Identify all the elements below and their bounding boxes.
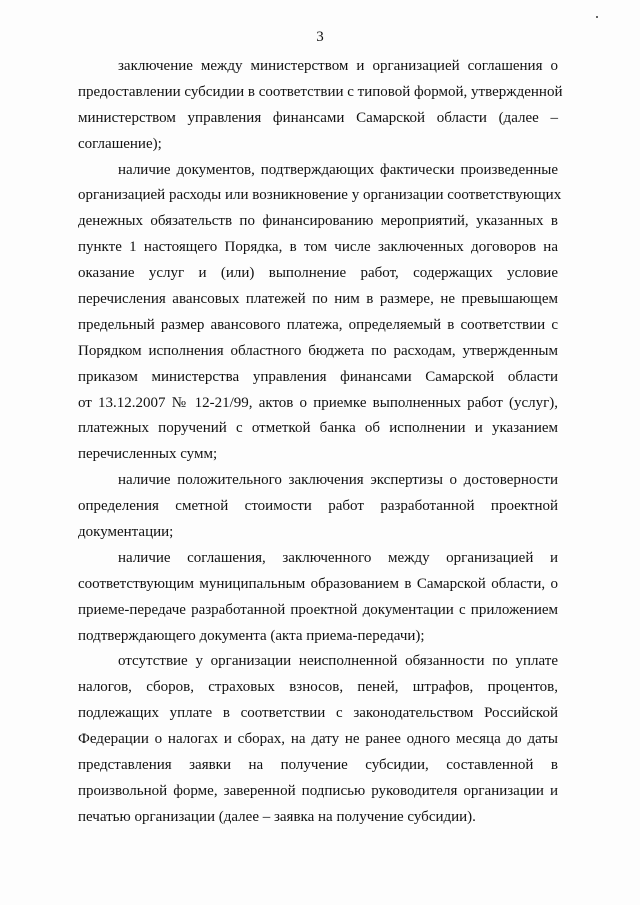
text-line: наличие соглашения, заключенного между организацией и: [118, 549, 558, 566]
text-line: наличие документов, подтверждающих фактически произведенные: [118, 161, 558, 178]
scan-speck: [596, 16, 598, 18]
text-line: перечисления авансовых платежей по ним в размере, не превышающем: [78, 291, 558, 308]
text-line: от 13.12.2007 № 12-21/99, актов о приемке выполненных работ (услуг),: [78, 394, 558, 411]
text-line: организацией расходы или возникновение у организации соответствующих: [78, 187, 562, 204]
document-body: [78, 54, 563, 831]
text-line: пункте 1 настоящего Порядка, в том числе заключенных договоров на: [78, 239, 558, 256]
text-line: печатью организации (далее – заявка на получение субсидии).: [78, 808, 476, 825]
text-line: предельный размер авансового платежа, определяемый в соответствии с: [78, 316, 558, 333]
text-line: платежных поручений с отметкой банка об исполнении и указанием: [78, 420, 558, 437]
text-line: соглашение);: [78, 135, 162, 152]
text-line: заключение между министерством и организацией соглашения о: [118, 58, 558, 74]
text-line: предоставлении субсидии в соответствии с типовой формой, утвержденной: [78, 83, 563, 100]
text-line: представления заявки на получение субсидии, составленной в: [78, 757, 558, 774]
text-line: соответствующим муниципальным образованием в Самарской области, о: [78, 575, 558, 592]
text-line: определения сметной стоимости работ разработанной проектной: [78, 498, 558, 515]
page-number: 3: [316, 29, 324, 45]
text-line: приказом министерства управления финансами Самарской области: [78, 368, 558, 385]
text-line: денежных обязательств по финансированию мероприятий, указанных в: [78, 213, 558, 230]
text-line: подтверждающего документа (акта приема-передачи);: [78, 627, 425, 644]
text-line: оказание услуг и (или) выполнение работ, содержащих условие: [78, 265, 558, 282]
text-line: налогов, сборов, страховых взносов, пеней, штрафов, процентов,: [78, 679, 558, 696]
text-line: министерством управления финансами Самарской области (далее –: [78, 109, 558, 126]
text-line: подлежащих уплате в соответствии с законодательством Российской: [78, 705, 558, 722]
text-line: документации;: [78, 524, 174, 541]
text-line: наличие положительного заключения экспертизы о достоверности: [118, 472, 558, 489]
text-line: Порядком исполнения областного бюджета по расходам, утвержденным: [78, 342, 558, 359]
text-line: Федерации о налогах и сборах, на дату не ранее одного месяца до даты: [78, 731, 558, 748]
text-line: перечисленных сумм;: [78, 446, 218, 463]
text-line: отсутствие у организации неисполненной обязанности по уплате: [118, 653, 558, 670]
text-line: произвольной форме, заверенной подписью руководителя организации и: [78, 782, 558, 799]
text-line: приеме-передаче разработанной проектной документации с приложением: [78, 601, 558, 618]
